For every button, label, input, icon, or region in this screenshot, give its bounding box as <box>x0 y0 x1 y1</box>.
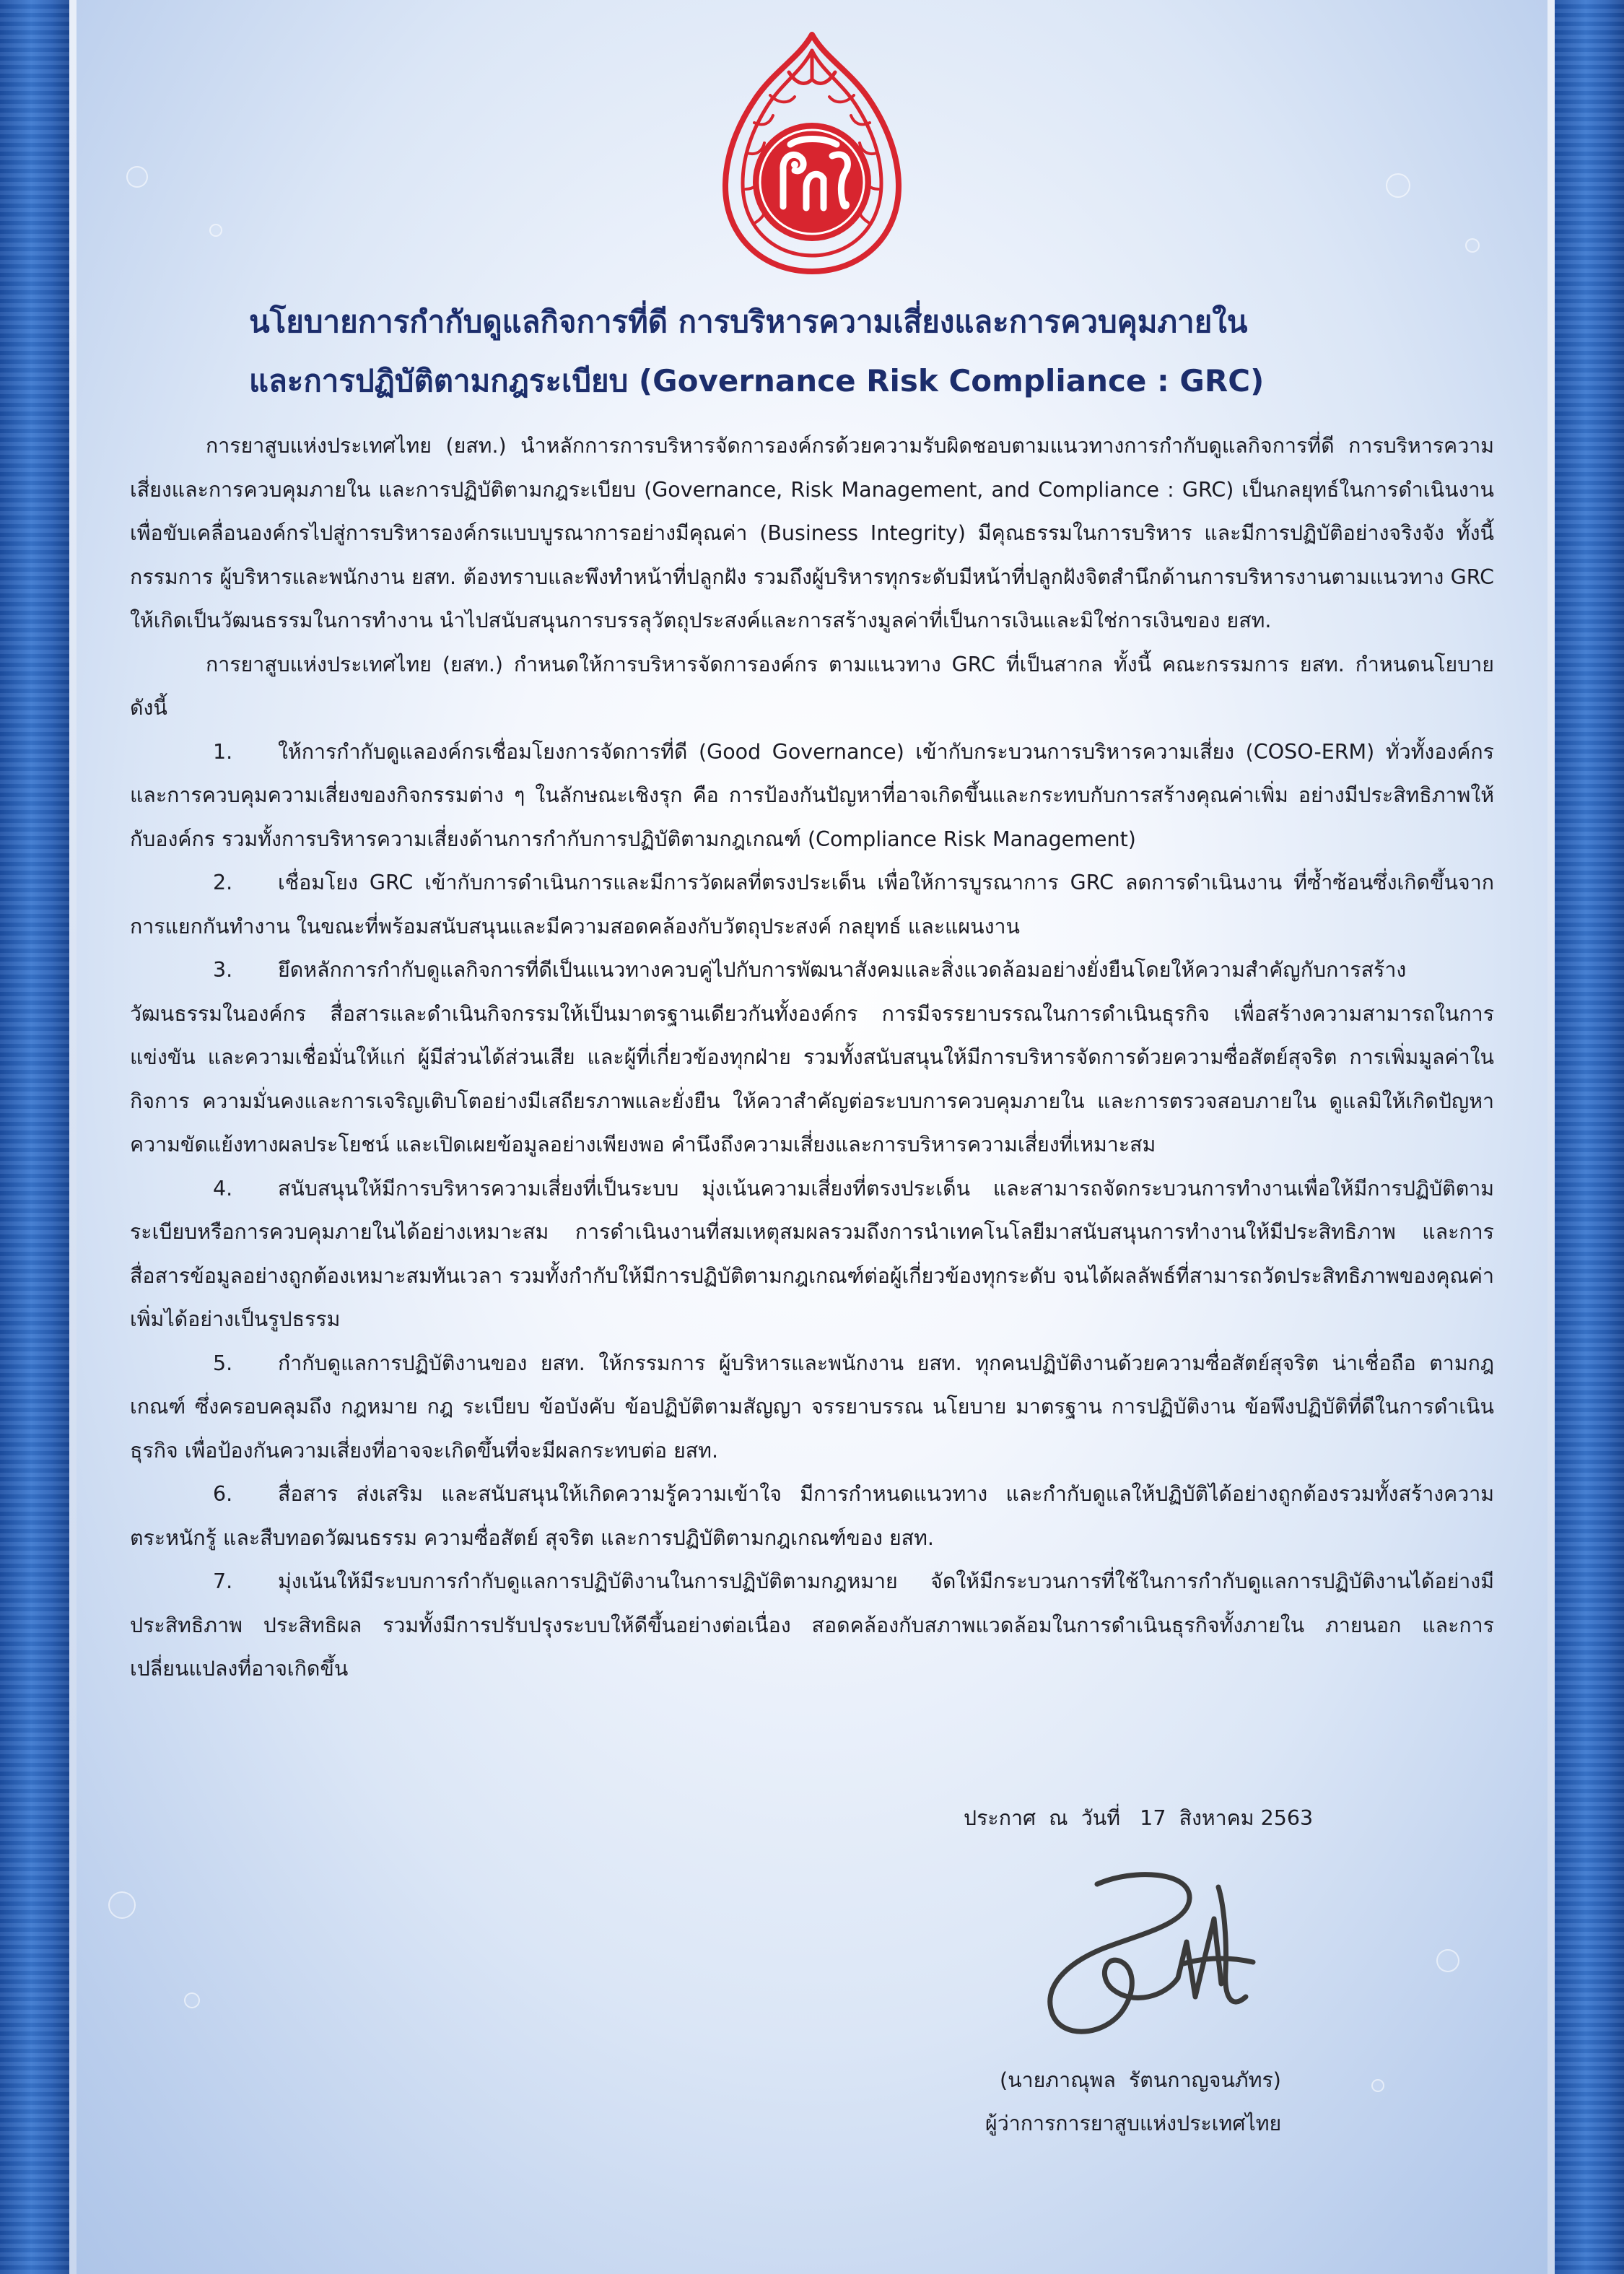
title-line-2: และการปฏิบัติตามกฎระเบียบ (Governance Risk Compliance : GRC) <box>249 363 1265 398</box>
policy-item-number: 4. <box>213 1176 233 1201</box>
policy-item-text: สื่อสาร ส่งเสริม และสนับสนุนให้เกิดความรู้ความเข้าใจ มีการกำหนดแนวทาง และกำกับดูแลให้ปฏิบัติได้อย่างถูกต้องรวมทั้งสร้างความตระหนักรู้ และสืบทอดวัฒนธรรม ความซื่อสัตย์ สุจริต และการปฏิบัติตามกฎเกณฑ์ของ ยสท. <box>130 1482 1494 1550</box>
policy-item-text: สนับสนุนให้มีการบริหารความเสี่ยงที่เป็นระบบ มุ่งเน้นความเสี่ยงที่ตรงประเด็น และสามารถจัดกระบวนการทำงานเพื่อให้มีการปฏิบัติตามระเบียบหรือการควบคุมภายในได้อย่างเหมาะสม การดำเนินงานที่สมเหตุสมผลรวมถึงการนำเทคโนโลยีมาสนับสนุนการทำงานให้มีประสิทธิภาพ และการสื่อสารข้อมูลอย่างถูกต้องเหมาะสมทันเวลา รวมทั้งกำกับให้มีการปฏิบัติตามกฎเกณฑ์ต่อผู้เกี่ยวข้องทุกระดับ จนได้ผลลัพธ์ที่สามารถวัดประสิทธิภาพของคุณค่าเพิ่มได้อย่างเป็นรูปธรรม <box>130 1176 1494 1331</box>
policy-item <box>130 1342 1494 1473</box>
policy-item-text: เชื่อมโยง GRC เข้ากับการดำเนินการและมีการวัดผลที่ตรงประเด็น เพื่อให้การบูรณาการ GRC ลดการดำเนินงาน ที่ซ้ำซ้อนซึ่งเกิดขึ้นจากการแยกกันทำงาน ในขณะที่พร้อมสนับสนุนและมีความสอดคล้องกับวัตถุประสงค์ กลยุทธ์ และแผนงาน <box>130 871 1494 938</box>
policy-item-number: 2. <box>213 871 233 894</box>
policy-item-number: 7. <box>213 1569 233 1593</box>
policy-item <box>130 1473 1494 1560</box>
decorative-bubble <box>1386 173 1410 198</box>
signer-title: ผู้ว่าการการยาสูบแห่งประเทศไทย <box>985 2112 1282 2135</box>
decorative-bubble <box>126 166 148 188</box>
decorative-bubble <box>1465 238 1480 253</box>
document-title <box>249 292 1404 411</box>
policy-item-text: ยึดหลักการกำกับดูแลกิจการที่ดีเป็นแนวทางควบคู่ไปกับการพัฒนาสังคมและสิ่งแวดล้อมอย่างยั่งยืนโดยให้ความสำคัญกับการสร้างวัฒนธรรมในองค์กร สื่อสารและดำเนินกิจกรรมให้เป็นมาตรฐานเดียวกันทั้งองค์กร การมีจรรยาบรรณในการดำเนินธุรกิจ เพื่อสร้างความสามารถในการแข่งขัน และความเชื่อมั่นให้แก่ ผู้มีส่วนได้ส่วนเสีย และผู้ที่เกี่ยวข้องทุกฝ่าย รวมทั้งสนับสนุนให้มีการบริหารจัดการด้วยความซื่อสัตย์สุจริต การเพิ่มมูลค่าในกิจการ ความมั่นคงและการเจริญเติบโตอย่างมีเสถียรภาพและยั่งยืน ให้ควาสำคัญต่อระบบการควบคุมภายใน และการตรวจสอบภายใน ดูแลมิให้เกิดปัญหาความขัดแย้งทางผลประโยชน์ และเปิดเผยข้อมูลอย่างเพียงพอ คำนึงถึงความเสี่ยงและการบริหารความเสี่ยงที่เหมาะสม <box>130 958 1494 1156</box>
right-band-border <box>1547 0 1555 2274</box>
decorative-bubble <box>184 1992 200 2008</box>
tobacco-authority-emblem <box>704 29 920 278</box>
signer-name: (นายภาณุพล รัตนกาญจนภัทร) <box>1000 2068 1281 2092</box>
decorative-bubble <box>1371 2079 1384 2092</box>
left-decorative-band <box>0 0 69 2274</box>
policy-item <box>130 1560 1494 1691</box>
policy-item-number: 6. <box>213 1482 233 1506</box>
decorative-bubble <box>108 1891 136 1919</box>
left-band-border <box>69 0 77 2274</box>
policy-intro-paragraph: การยาสูบแห่งประเทศไทย (ยสท.) กำหนดให้การบริหารจัดการองค์กร ตามแนวทาง GRC ที่เป็นสากล ทั้งนี้ คณะกรรมการ ยสท. กำหนดนโยบาย ดังนี้ <box>130 652 1494 720</box>
policy-item <box>130 731 1494 862</box>
policy-item-number: 1. <box>213 739 233 764</box>
policy-item <box>130 861 1494 949</box>
decorative-bubble <box>1436 1949 1459 1972</box>
policy-item-number: 5. <box>213 1351 233 1375</box>
handwritten-signature <box>1010 1855 1285 2050</box>
policy-item-text: กำกับดูแลการปฏิบัติงานของ ยสท. ให้กรรมการ ผู้บริหารและพนักงาน ยสท. ทุกคนปฏิบัติงานด้วยความซื่อสัตย์สุจริต น่าเชื่อถือ ตามกฎเกณฑ์ ซึ่งครอบคลุมถึง กฎหมาย กฎ ระเบียบ ข้อบังคับ ข้อปฏิบัติตามสัญญา จรรยาบรรณ นโยบาย มาตรฐาน การปฏิบัติงาน ข้อพึงปฏิบัติที่ดีในการดำเนินธุรกิจ เพื่อป้องกันความเสี่ยงที่อาจจะเกิดขึ้นที่จะมีผลกระทบต่อ ยสท. <box>130 1351 1494 1463</box>
policy-item-text: มุ่งเน้นให้มีระบบการกำกับดูแลการปฏิบัติงานในการปฏิบัติตามกฎหมาย จัดให้มีกระบวนการที่ใช้ในการกำกับดูแลการปฏิบัติงานได้อย่างมีประสิทธิภาพ ประสิทธิผล รวมทั้งมีการปรับปรุงระบบให้ดีขึ้นอย่างต่อเนื่อง สอดคล้องกับสภาพแวดล้อมในการดำเนินธุรกิจทั้งภายใน ภายนอก และการเปลี่ยนแปลงที่อาจเกิดขึ้น <box>130 1569 1494 1681</box>
policy-item <box>130 949 1494 1167</box>
decorative-bubble <box>209 224 222 237</box>
policy-item-number: 3. <box>213 958 233 982</box>
policy-item <box>130 1167 1494 1342</box>
right-decorative-band <box>1555 0 1624 2274</box>
intro-paragraph: การยาสูบแห่งประเทศไทย (ยสท.) นำหลักการการบริหารจัดการองค์กรด้วยความรับผิดชอบตามแนวทางการกำกับดูแลกิจการที่ดี การบริหารความเสี่ยงและการควบคุมภายใน และการปฏิบัติตามกฎระเบียบ (Governance, Risk Management, and Compliance : GRC) เป็นกลยุทธ์ในการดำเนินงาน เพื่อขับเคลื่อนองค์กรไปสู่การบริหารองค์กรแบบบูรณาการอย่างมีคุณค่า (Business Integrity) มีคุณธรรมในการบริหาร และมีการปฏิบัติอย่างจริงจัง ทั้งนี้ กรรมการ ผู้บริหารและพนักงาน ยสท. ต้องทราบและพึงทำหน้าที่ปลูกฝัง รวมถึงผู้บริหารทุกระดับมีหน้าที่ปลูกฝังจิตสำนึกด้านการบริหารงานตามแนวทาง GRC ให้เกิดเป็นวัฒนธรรมในการทำงาน นำไปสนับสนุนการบรรลุวัตถุประสงค์และการสร้างมูลค่าที่เป็นการเงินและมิใช่การเงินของ ยสท. <box>130 434 1494 632</box>
title-line-1: นโยบายการกำกับดูแลกิจการที่ดี การบริหารความเสี่ยงและการควบคุมภายใน <box>249 304 1248 339</box>
policy-item-text: ให้การกำกับดูแลองค์กรเชื่อมโยงการจัดการที่ดี (Good Governance) เข้ากับกระบวนการบริหารความเสี่ยง (COSO-ERM) ทั่วทั้งองค์กร และการควบคุมความเสี่ยงของกิจกรรมต่าง ๆ ในลักษณะเชิงรุก คือ การป้องกันปัญหาที่อาจเกิดขึ้นและกระทบกับการสร้างคุณค่าเพิ่ม อย่างมีประสิทธิภาพให้กับองค์กร รวมทั้งการบริหารความเสี่ยงด้านการกำกับการปฏิบัติตามกฎเกณฑ์ (Compliance Risk Management) <box>130 739 1494 851</box>
announcement-date: ประกาศ ณ วันที่ 17 สิงหาคม 2563 <box>964 1806 1314 1830</box>
policy-body <box>130 424 1494 1691</box>
